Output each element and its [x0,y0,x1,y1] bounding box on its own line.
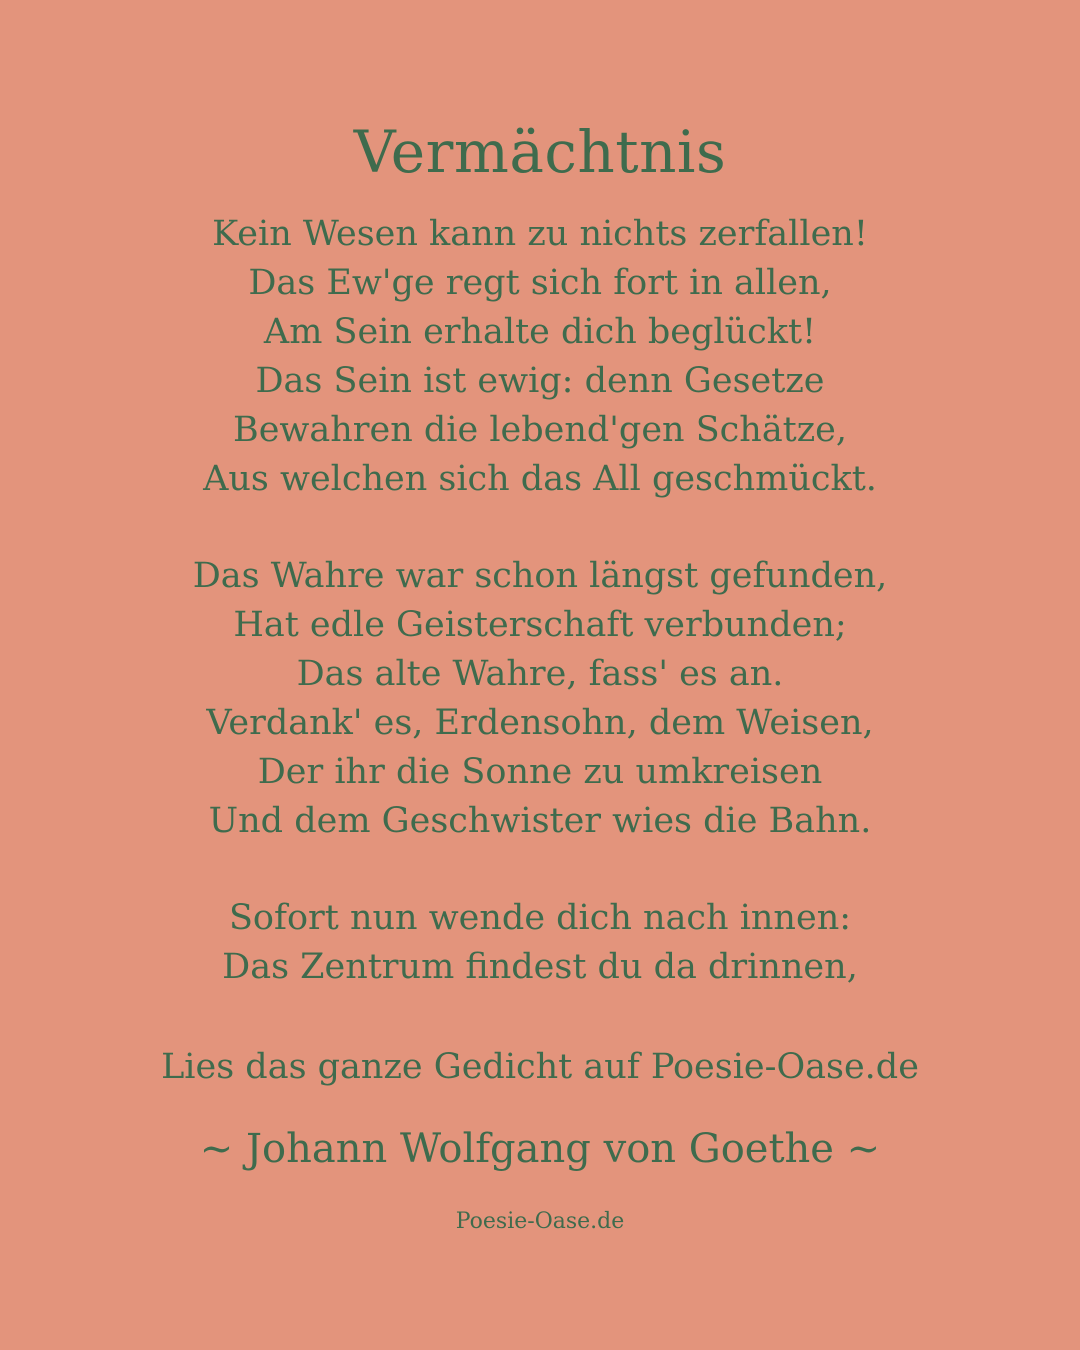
poem-line: Kein Wesen kann zu nichts zerfallen! [212,214,868,254]
poem-line: Das alte Wahre, fass' es an. [296,654,784,694]
stanza-3 [0,894,1080,992]
poem-line: Hat edle Geisterschaft verbunden; [233,605,847,645]
poem-line: Das Ew'ge regt sich fort in allen, [248,263,832,303]
poem-line: Sofort nun wende dich nach innen: [228,898,852,938]
poem-line: Am Sein erhalte dich beglückt! [263,312,817,352]
poem-line: Bewahren die lebend'gen Schätze, [232,410,848,450]
stanza-1 [0,210,1080,504]
read-full-poem-text: Lies das ganze Gedicht auf Poesie-Oase.de [161,1047,919,1087]
poem-line: Das Zentrum findest du da drinnen, [222,947,858,987]
poem-line: Verdank' es, Erdensohn, dem Weisen, [206,703,874,743]
poem-line: Der ihr die Sonne zu umkreisen [257,752,823,792]
poem-line: Das Sein ist ewig: denn Gesetze [255,361,825,401]
poem-title: Vermächtnis [353,118,727,186]
poem-line: Das Wahre war schon längst gefunden, [192,556,888,596]
site-watermark: Poesie-Oase.de [455,1209,625,1234]
stanza-2 [0,552,1080,846]
poem-line: Und dem Geschwister wies die Bahn. [208,801,872,841]
poem-line: Aus welchen sich das All geschmückt. [203,459,877,499]
poem-author: ~ Johann Wolfgang von Goethe ~ [199,1126,881,1172]
